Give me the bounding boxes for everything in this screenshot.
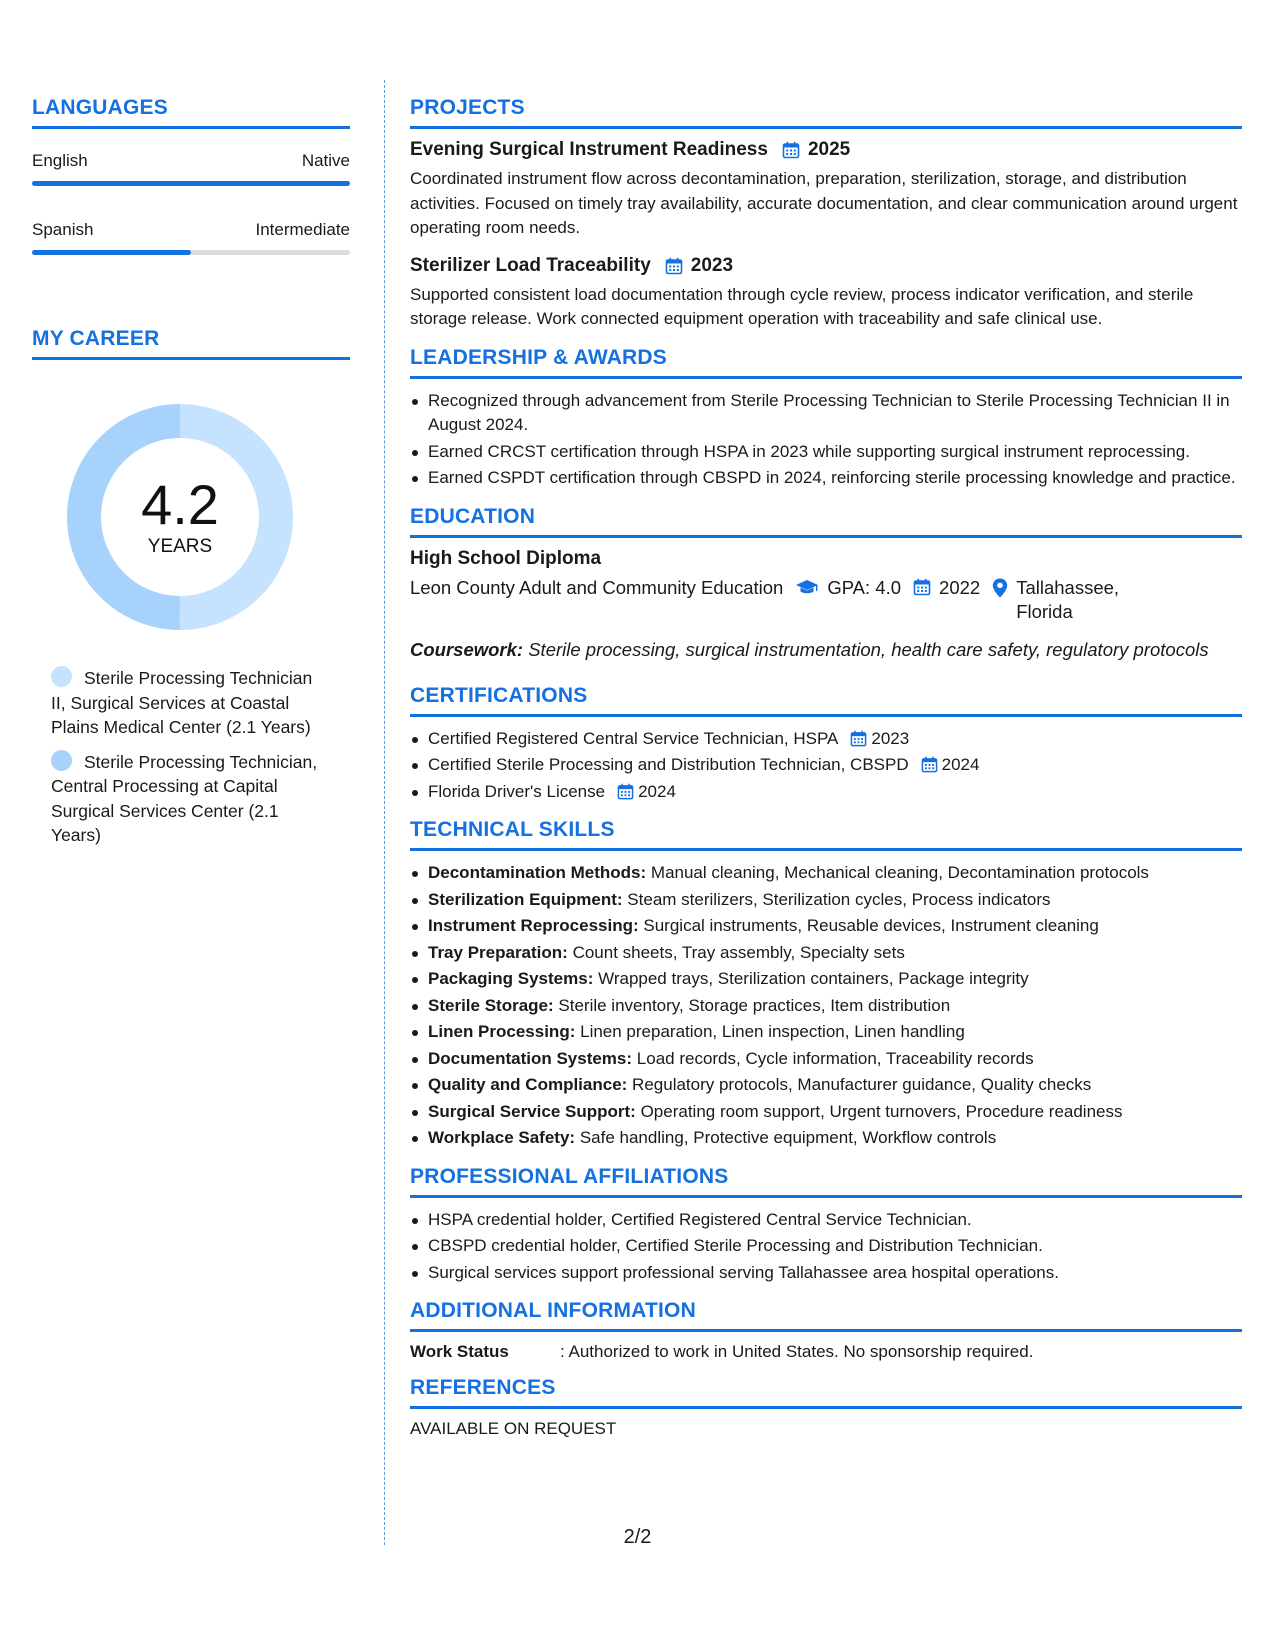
language-row-english	[32, 151, 350, 171]
awards-heading: LEADERSHIP & AWARDS	[410, 346, 1242, 379]
skill-label: Sterile Storage:	[428, 995, 554, 1015]
education-school: Leon County Adult and Community Education	[410, 576, 784, 598]
list-item: CBSPD credential holder, Certified Sterile Processing and Distribution Technician.	[410, 1234, 1242, 1259]
skill-item	[410, 1047, 1242, 1072]
calendar-icon	[617, 783, 634, 800]
education-degree: High School Diploma	[410, 547, 602, 569]
education-heading: EDUCATION	[410, 505, 1242, 538]
certification-name: Certified Sterile Processing and Distribution Technician, CBSPD	[428, 755, 909, 774]
left-column	[32, 96, 350, 858]
right-column	[410, 96, 1242, 1453]
project-year: 2023	[690, 254, 734, 276]
project-description: Supported consistent load documentation through cycle review, process indicator verification, and sterile storage release. Work connected equipment operation with traceability and safe clinical use.	[410, 284, 1194, 328]
career-total-years: 4.2	[141, 473, 219, 536]
affiliations-heading: PROFESSIONAL AFFILIATIONS	[410, 1165, 1242, 1198]
references-text: AVAILABLE ON REQUEST	[410, 1419, 617, 1438]
awards-list	[410, 389, 1242, 491]
skill-label: Decontamination Methods:	[428, 863, 647, 882]
career-legend	[32, 666, 322, 848]
skill-text: Steam sterilizers, Sterilization cycles, Process indicators	[627, 889, 1051, 909]
skill-item	[410, 1020, 1242, 1045]
work-status-label: Work Status	[410, 1342, 509, 1361]
skill-item	[410, 941, 1242, 966]
project-title	[410, 255, 1242, 277]
certifications-section	[410, 684, 1242, 805]
skill-item	[410, 888, 1242, 913]
skill-label: Sterilization Equipment:	[428, 889, 623, 909]
skill-label: Surgical Service Support:	[428, 1101, 636, 1121]
education-details	[410, 576, 1242, 624]
skill-item	[410, 967, 1242, 992]
page-number: 2/2	[623, 1526, 652, 1548]
calendar-icon	[913, 578, 931, 596]
projects-heading: PROJECTS	[410, 96, 1242, 129]
skill-text: Count sheets, Tray assembly, Specialty sets	[572, 942, 905, 962]
calendar-icon	[921, 756, 938, 773]
certification-item	[410, 727, 1242, 752]
language-name: English	[32, 151, 88, 170]
skills-list	[410, 861, 1242, 1151]
list-item: Surgical services support professional serving Tallahassee area hospital operations.	[410, 1261, 1242, 1286]
career-item	[51, 750, 322, 848]
calendar-icon	[782, 141, 800, 159]
education-gpa: GPA: 4.0	[827, 576, 902, 598]
certification-year: 2024	[638, 781, 676, 801]
calendar-icon	[850, 730, 867, 747]
awards-section	[410, 346, 1242, 491]
skills-heading: TECHNICAL SKILLS	[410, 818, 1242, 851]
legend-dot	[51, 750, 72, 771]
career-heading: MY CAREER	[32, 327, 350, 360]
career-donut-chart	[67, 404, 293, 630]
projects-section	[410, 96, 1242, 332]
skill-item	[410, 1126, 1242, 1151]
references-heading: REFERENCES	[410, 1376, 1242, 1409]
skill-label: Quality and Compliance:	[428, 1075, 628, 1094]
project-title	[410, 139, 1242, 161]
list-item: Earned CSPDT certification through CBSPD in 2024, reinforcing sterile processing knowledge and practice.	[410, 466, 1242, 491]
language-fill	[32, 250, 191, 255]
skill-text: Manual cleaning, Mechanical cleaning, Decontamination protocols	[650, 863, 1149, 882]
career-item	[51, 666, 322, 740]
language-name: Spanish	[32, 220, 94, 239]
skill-label: Tray Preparation:	[428, 942, 568, 962]
skill-item	[410, 1100, 1242, 1125]
skill-label: Workplace Safety:	[428, 1128, 576, 1147]
skill-item	[410, 861, 1242, 886]
skill-label: Linen Processing:	[428, 1022, 576, 1041]
education-location: Tallahassee, Florida	[1016, 576, 1120, 622]
language-bar-english	[32, 181, 350, 186]
list-item: Recognized through advancement from Sterile Processing Technician to Sterile Processing Technician II in August 2024.	[410, 389, 1242, 438]
certification-year: 2023	[871, 728, 910, 748]
education-section	[410, 505, 1242, 662]
skill-text: Wrapped trays, Sterilization containers, Package integrity	[598, 969, 1029, 988]
affiliations-list	[410, 1208, 1242, 1286]
education-year: 2022	[939, 576, 981, 598]
location-pin-icon	[992, 578, 1008, 598]
work-status-value: : Authorized to work in United States. No sponsorship required.	[560, 1342, 1034, 1361]
language-level: Intermediate	[255, 220, 350, 239]
certification-item	[410, 780, 1242, 805]
legend-dot	[51, 666, 72, 687]
project-description: Coordinated instrument flow across decontamination, preparation, sterilization, storage, and distribution activities. Focused on timely tray availability, accurate documentation, and clear communication around urgent operating room needs.	[410, 169, 1238, 237]
graduation-cap-icon	[795, 578, 819, 596]
certification-year: 2024	[941, 755, 980, 774]
skill-item	[410, 1073, 1242, 1098]
additional-heading: ADDITIONAL INFORMATION	[410, 1299, 1242, 1332]
calendar-icon	[665, 257, 683, 275]
skill-text: Surgical instruments, Reusable devices, Instrument cleaning	[643, 916, 1099, 935]
career-years-label: YEARS	[147, 536, 213, 557]
skill-text: Regulatory protocols, Manufacturer guidance, Quality checks	[632, 1075, 1092, 1094]
language-row-spanish	[32, 220, 350, 240]
project-year: 2025	[807, 139, 851, 160]
language-bar-spanish	[32, 250, 350, 255]
skill-label: Packaging Systems:	[428, 969, 594, 988]
languages-heading: LANGUAGES	[32, 96, 350, 129]
skill-text: Linen preparation, Linen inspection, Linen handling	[580, 1022, 965, 1041]
coursework-text: Sterile processing, surgical instrumentation, health care safety, regulatory protocols	[528, 638, 1209, 660]
list-item: HSPA credential holder, Certified Registered Central Service Technician.	[410, 1208, 1242, 1233]
skills-section	[410, 818, 1242, 1151]
language-level: Native	[301, 151, 350, 170]
career-item-text: Sterile Processing Technician, Central Processing at Capital Surgical Services Center (2.1 Years)	[51, 751, 318, 845]
skill-text: Sterile inventory, Storage practices, Item distribution	[558, 995, 951, 1015]
work-status-row	[410, 1342, 1242, 1362]
certification-name: Florida Driver's License	[428, 781, 606, 801]
project-name: Evening Surgical Instrument Readiness	[410, 139, 768, 160]
skill-label: Documentation Systems:	[428, 1048, 633, 1068]
project-name: Sterilizer Load Traceability	[410, 254, 651, 276]
certification-item	[410, 753, 1242, 778]
skill-label: Instrument Reprocessing:	[428, 916, 639, 935]
list-item: Earned CRCST certification through HSPA in 2023 while supporting surgical instrument reprocessing.	[410, 440, 1242, 465]
certifications-heading: CERTIFICATIONS	[410, 684, 1242, 717]
donut-center	[67, 404, 293, 630]
skill-text: Operating room support, Urgent turnovers, Procedure readiness	[640, 1101, 1123, 1121]
skill-text: Safe handling, Protective equipment, Workflow controls	[579, 1128, 997, 1147]
coursework-label: Coursework:	[410, 638, 524, 660]
column-divider	[384, 80, 385, 1545]
skill-item	[410, 914, 1242, 939]
skill-text: Load records, Cycle information, Traceability records	[636, 1048, 1034, 1068]
additional-section	[410, 1299, 1242, 1362]
affiliations-section	[410, 1165, 1242, 1286]
education-coursework	[410, 638, 1242, 662]
references-section	[410, 1376, 1242, 1439]
career-item-text: Sterile Processing Technician II, Surgical Services at Coastal Plains Medical Center (2.1 Years)	[51, 668, 313, 737]
certification-name: Certified Registered Central Service Technician, HSPA	[428, 728, 839, 748]
certifications-list	[410, 727, 1242, 805]
skill-item	[410, 994, 1242, 1019]
language-fill	[32, 181, 350, 186]
